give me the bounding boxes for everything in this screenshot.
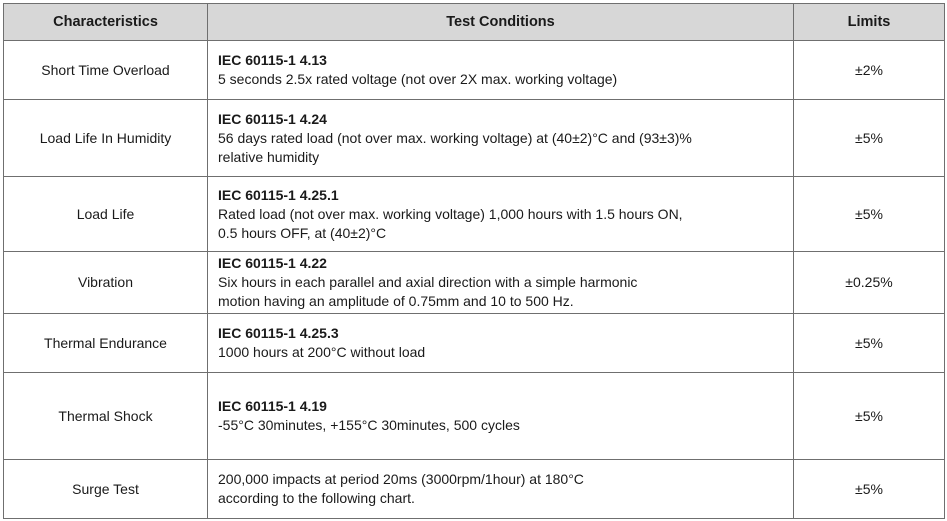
condition-description: 5 seconds 2.5x rated voltage (not over 2X max. working voltage) xyxy=(218,71,618,87)
characteristic-cell: Vibration xyxy=(4,252,208,314)
header-limits: Limits xyxy=(794,4,945,41)
test-conditions-cell xyxy=(208,100,794,177)
condition-description: Six hours in each parallel and axial direction with a simple harmonic motion having an amplitude of 0.75mm and 10 to 500 Hz. xyxy=(218,274,638,309)
standard-reference: IEC 60115-1 4.25.1 xyxy=(218,186,339,203)
characteristics-table xyxy=(3,3,945,519)
test-conditions-cell xyxy=(208,177,794,252)
table-row xyxy=(4,373,945,460)
condition-description: Rated load (not over max. working voltage) 1,000 hours with 1.5 hours ON, 0.5 hours OFF, at (40±2)°C xyxy=(218,205,683,241)
table-row xyxy=(4,460,945,519)
standard-reference: IEC 60115-1 4.24 xyxy=(218,110,327,127)
limit-cell: ±0.25% xyxy=(794,252,945,314)
characteristic-cell: Surge Test xyxy=(4,460,208,519)
limit-cell: ±2% xyxy=(794,41,945,100)
test-conditions-cell xyxy=(208,314,794,373)
table-row xyxy=(4,177,945,252)
condition-description: 56 days rated load (not over max. working voltage) at (40±2)°C and (93±3)% relative humidity xyxy=(218,129,692,165)
table-row xyxy=(4,100,945,177)
standard-reference: IEC 60115-1 4.25.3 xyxy=(218,325,339,341)
table-row xyxy=(4,314,945,373)
limit-cell: ±5% xyxy=(794,100,945,177)
header-row xyxy=(4,4,945,41)
characteristic-cell: Load Life xyxy=(4,177,208,252)
condition-description: -55°C 30minutes, +155°C 30minutes, 500 cycles xyxy=(218,417,520,433)
characteristic-cell: Thermal Endurance xyxy=(4,314,208,373)
characteristic-cell: Load Life In Humidity xyxy=(4,100,208,177)
test-conditions-cell xyxy=(208,41,794,100)
limit-cell: ±5% xyxy=(794,314,945,373)
test-conditions-cell xyxy=(208,252,794,314)
test-conditions-cell xyxy=(208,373,794,460)
characteristic-cell: Short Time Overload xyxy=(4,41,208,100)
limit-cell: ±5% xyxy=(794,373,945,460)
header-characteristics: Characteristics xyxy=(4,4,208,41)
condition-description: 1000 hours at 200°C without load xyxy=(218,344,426,360)
header-test-conditions: Test Conditions xyxy=(208,4,794,41)
condition-description: 200,000 impacts at period 20ms (3000rpm/1hour) at 180°C according to the following chart. xyxy=(218,471,584,506)
test-conditions-cell xyxy=(208,460,794,519)
standard-reference: IEC 60115-1 4.19 xyxy=(218,398,327,414)
standard-reference: IEC 60115-1 4.13 xyxy=(218,52,327,68)
standard-reference: IEC 60115-1 4.22 xyxy=(218,255,327,271)
limit-cell: ±5% xyxy=(794,460,945,519)
limit-cell: ±5% xyxy=(794,177,945,252)
table-row xyxy=(4,41,945,100)
characteristic-cell: Thermal Shock xyxy=(4,373,208,460)
table-row xyxy=(4,252,945,314)
